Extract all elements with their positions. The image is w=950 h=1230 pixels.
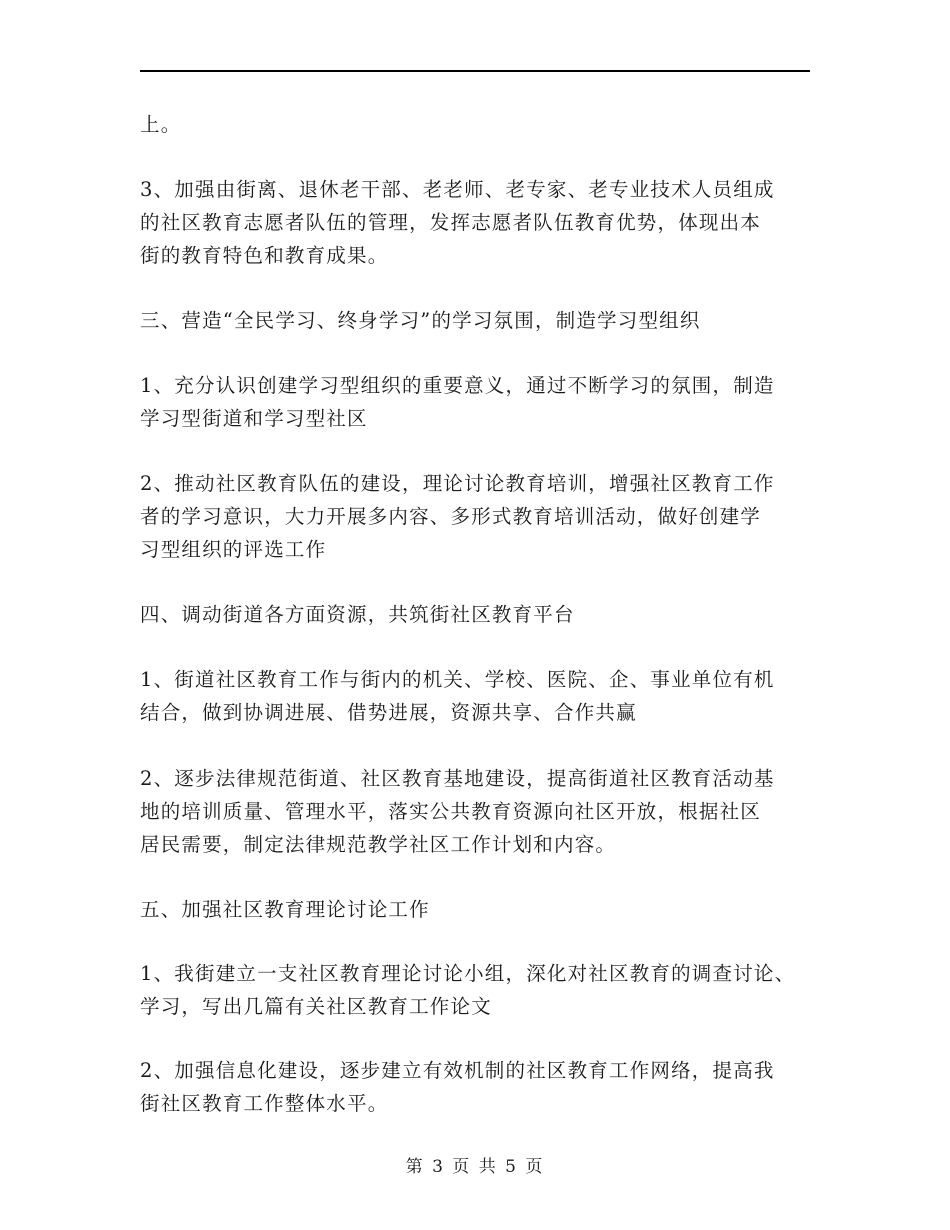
header-rule — [140, 70, 810, 72]
text-line: 的社区教育志愿者队伍的管理，发挥志愿者队伍教育优势，体现出本 — [140, 211, 762, 234]
text-line: 街社区教育工作整体水平。 — [140, 1092, 389, 1115]
text-line: 三、营造“全民学习、终身学习”的学习氛围，制造学习型组织 — [140, 309, 701, 332]
text-line: 街的教育特色和教育成果。 — [140, 244, 389, 267]
page-number-footer: 第 3 页 共 5 页 — [405, 1157, 545, 1177]
paragraph — [140, 663, 820, 729]
text-line: 居民需要，制定法律规范教学社区工作计划和内容。 — [140, 833, 617, 856]
paragraph — [140, 369, 820, 435]
text-line: 2、逐步法律规范街道、社区教育基地建设，提高街道社区教育活动基 — [140, 767, 775, 790]
text-line: 2、推动社区教育队伍的建设，理论讨论教育培训，增强社区教育工作 — [140, 472, 775, 495]
text-line: 3、加强由街离、退休老干部、老老师、老专家、老专业技术人员组成 — [140, 178, 775, 201]
text-line: 1、充分认识创建学习型组织的重要意义，通过不断学习的氛围，制造 — [140, 374, 775, 397]
text-line: 四、调动街道各方面资源，共筑街社区教育平台 — [140, 603, 575, 626]
text-line: 学习型街道和学习型社区 — [140, 407, 368, 430]
paragraph — [140, 1054, 820, 1120]
text-line: 习型组织的评选工作 — [140, 538, 327, 561]
text-line: 1、街道社区教育工作与街内的机关、学校、医院、企、事业单位有机 — [140, 668, 775, 691]
text-line: 地的培训质量、管理水平，落实公共教育资源向社区开放，根据社区 — [140, 800, 762, 823]
text-line: 上。 — [140, 113, 182, 136]
paragraph — [140, 957, 820, 1023]
text-line: 结合，做到协调进展、借势进展，资源共享、合作共赢 — [140, 701, 637, 724]
text-line: 五、加强社区教育理论讨论工作 — [140, 898, 430, 921]
text-line: 2、加强信息化建设，逐步建立有效机制的社区教育工作网络，提高我 — [140, 1059, 775, 1082]
paragraph — [140, 108, 820, 141]
paragraph — [140, 467, 820, 566]
paragraph — [140, 173, 820, 272]
paragraph — [140, 762, 820, 861]
text-line: 者的学习意识，大力开展多内容、多形式教育培训活动，做好创建学 — [140, 505, 762, 528]
text-line: 1、我街建立一支社区教育理论讨论小组，深化对社区教育的调查讨论、 — [140, 962, 796, 985]
section-heading — [140, 304, 820, 337]
section-heading — [140, 893, 820, 926]
section-heading — [140, 598, 820, 631]
text-line: 学习，写出几篇有关社区教育工作论文 — [140, 995, 492, 1018]
